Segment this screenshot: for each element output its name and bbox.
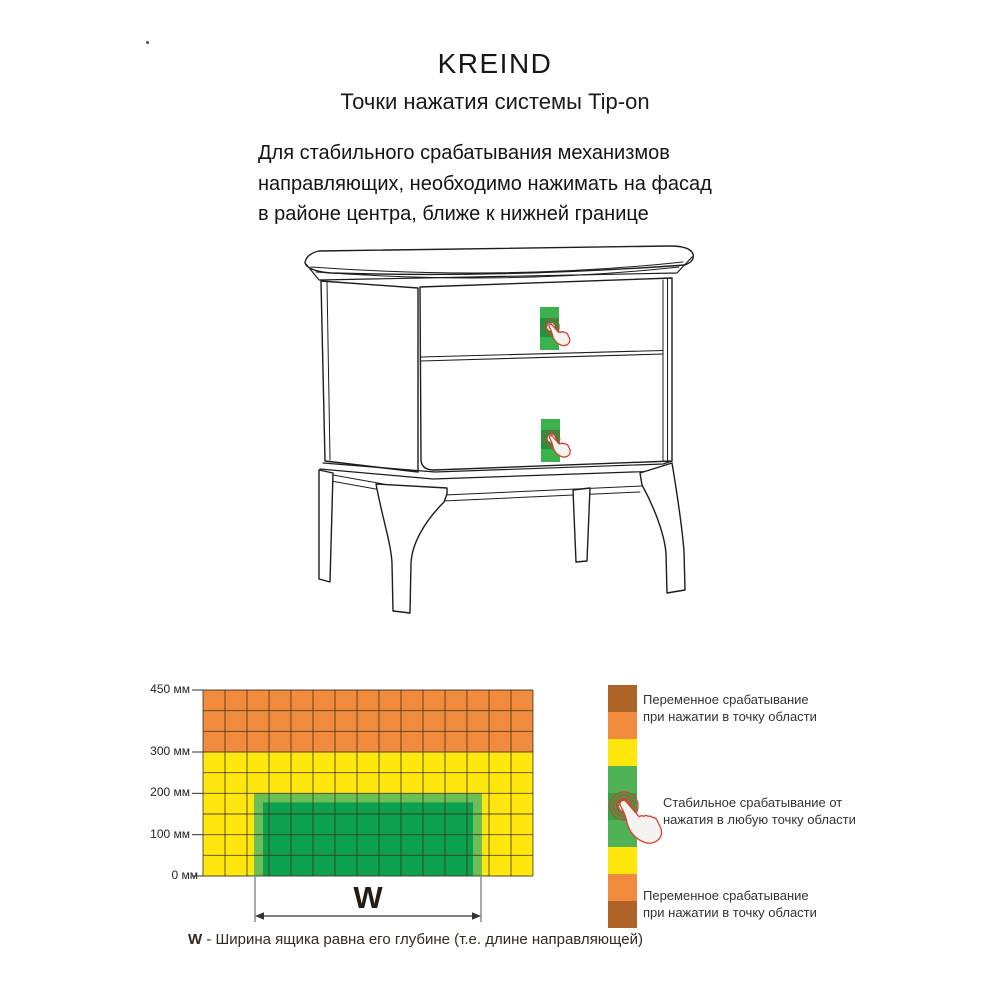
axis-label-200mm: 200 мм (150, 785, 190, 799)
legend-item-line: нажатия в любую точку области (663, 812, 856, 827)
intro-line: Для стабильного срабатывания механизмов (258, 142, 670, 164)
legend-item-variable-bottom (643, 887, 817, 921)
zone-chart-areas (203, 690, 533, 876)
axis-label-0mm: 0 мм (171, 868, 198, 882)
brand-title: KREIND (437, 48, 553, 79)
intro-paragraph (258, 138, 712, 230)
stray-dot (146, 41, 149, 44)
footnote-text: - Ширина ящика равна его глубине (т.е. длине направляющей) (202, 931, 643, 948)
legend-item-variable-top (643, 691, 817, 725)
axis-label-450mm: 450 мм (150, 682, 190, 696)
legend-item-stable (663, 794, 856, 828)
legend-item-line: Стабильное срабатывание от (663, 795, 843, 810)
legend-swatch-orange (608, 712, 637, 739)
axis-label-100mm: 100 мм (150, 827, 190, 841)
leg-front-left (376, 484, 447, 613)
leg-back-right (573, 488, 590, 562)
legend-item-line: при нажатии в точку области (643, 905, 817, 920)
legend-swatch-brown (608, 685, 637, 712)
footnote-w: W (188, 931, 203, 948)
legend-item-line: при нажатии в точку области (643, 709, 817, 724)
legend-swatch-yellow (608, 739, 637, 766)
zone-stable-core (263, 802, 473, 876)
legend-swatch-orange (608, 874, 637, 901)
legend-swatch-yellow (608, 847, 637, 874)
zone-chart-tickmarks (192, 690, 203, 876)
legend-swatch-green (608, 766, 637, 793)
dimension-arrowhead-left (255, 912, 264, 920)
legend-swatch-brown (608, 901, 637, 928)
dimension-arrowhead-right (472, 912, 481, 920)
intro-line: в районе центра, ближе к нижней границе (258, 203, 649, 225)
nightstand-illustration (305, 246, 693, 613)
page-header (0, 48, 990, 115)
leg-back-left (319, 470, 333, 582)
axis-label-300mm: 300 мм (150, 744, 190, 758)
dimension-w-label: W (353, 880, 383, 915)
zone-variable-top (203, 690, 533, 752)
leg-front-right (640, 463, 685, 593)
intro-line: направляющих, необходимо нажимать на фасад (258, 172, 712, 195)
page-subtitle: Точки нажатия системы Tip-on (340, 89, 650, 114)
footnote-caption (188, 931, 643, 948)
legend-item-line: Переменное срабатывание (643, 692, 809, 707)
legend-item-line: Переменное срабатывание (643, 888, 809, 903)
cabinet-side-panel (321, 281, 418, 472)
